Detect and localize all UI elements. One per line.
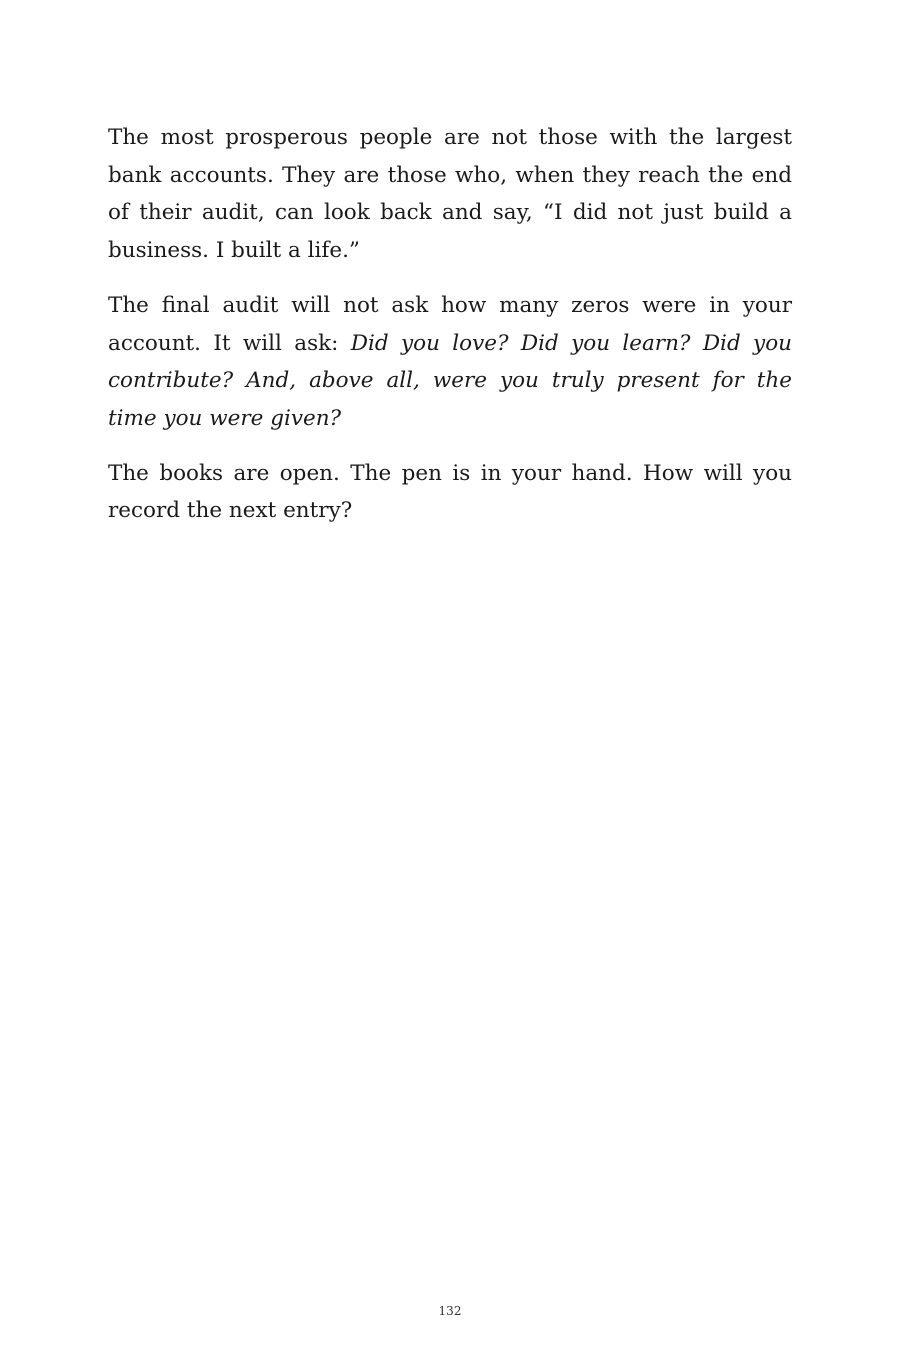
paragraph-3: The books are open. The pen is in your hand. How will you record the next entry?	[108, 460, 792, 524]
paragraph-2	[108, 287, 792, 438]
paragraph-2-lead: The final audit will not ask how many zeros were in your account. It will ask:	[108, 292, 792, 356]
paragraph-2-italic-questions: Did you love? Did you learn? Did you contribute? And, above all, were you truly present for the time you were given?	[108, 330, 792, 431]
body-text	[108, 119, 792, 547]
paragraph-1: The most prosperous people are not those with the largest bank accounts. They are those who, when they reach the end of their audit, can look back and say, “I did not just build a business. I built a life.”	[108, 125, 792, 264]
page-number: 132	[438, 1304, 462, 1318]
